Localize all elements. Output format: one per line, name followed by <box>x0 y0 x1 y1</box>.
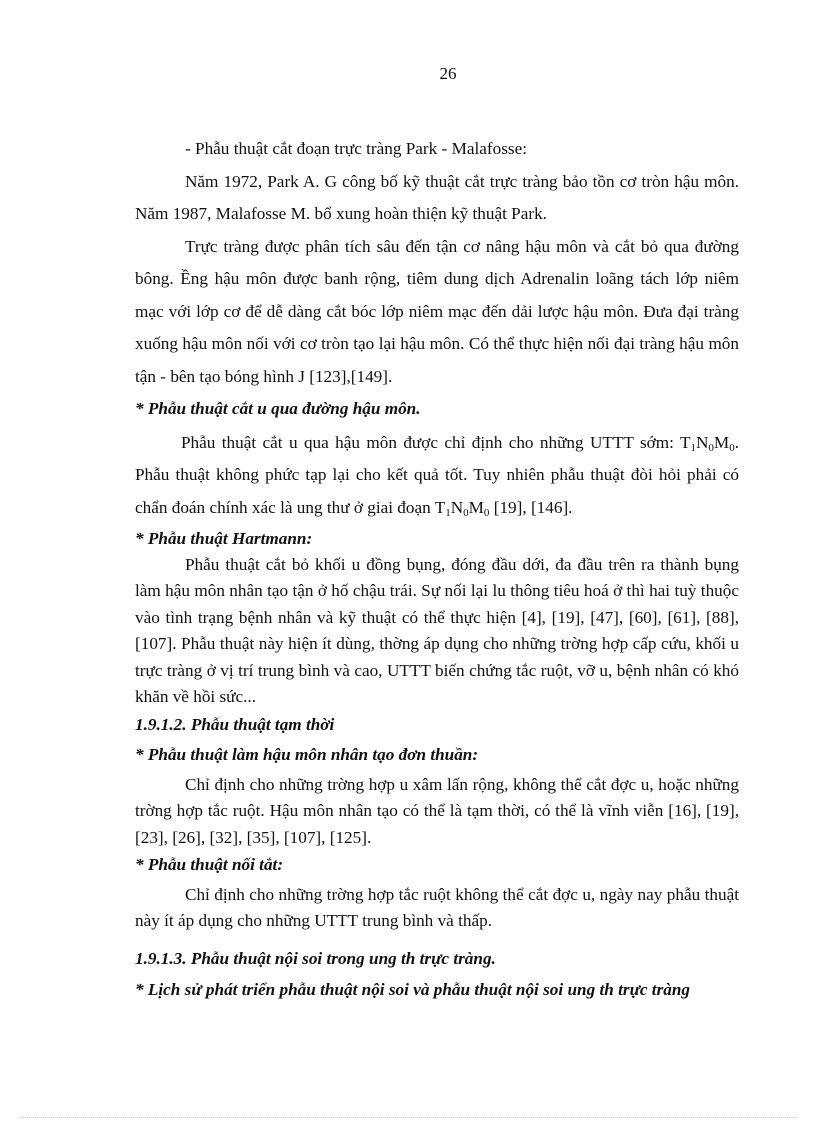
text-segment: . Phẫu thuật không phức tạp lại cho kết quả tốt. Tuy nhiên phẫu thuật đòi hỏi phải có chẩn đoán chính xác là ung thư ở giai đoạn <box>135 432 739 517</box>
subscript: 1 <box>445 506 451 519</box>
paragraph-park-history: Năm 1972, Park A. G công bố kỹ thuật cắt trực tràng bảo tồn cơ tròn hậu môn. Năm 1987, Malafosse M. bổ xung hoàn thiện kỹ thuật Park. <box>135 171 739 223</box>
subscript: 0 <box>483 506 490 519</box>
paragraph-transanal <box>135 427 739 525</box>
text-segment: N <box>695 432 709 452</box>
text-segment: T <box>679 432 691 452</box>
paragraph-hartmann: Phẫu thuật cắt bỏ khối u đồng bụng, đóng đầu dới, đa đầu trên ra thành bụng làm hậu môn nhân tạo tận ở hố chậu trái. Sự nối lại lu thông tiêu hoá ở thì hai tuỳ thuộc vào tình trạng bệnh nhân và kỹ thuật có thể thực hiện [4], [19], [47], [60], [61], [88], [107]. Phẫu thuật này hiện ít dùng, thờng áp dụng cho những trờng hợp cấp cứu, khối u trực tràng ở vị trí trung bình và cao, UTTT biến chứng tắc ruột, vỡ u, bệnh nhân có khó khăn về hồi sức... <box>135 554 739 706</box>
paragraph-park-title: - Phẫu thuật cắt đoạn trực tràng Park - Malafosse: <box>185 139 527 158</box>
subscript: 1 <box>690 441 696 454</box>
page-content <box>135 133 739 1007</box>
paragraph-bypass: Chỉ định cho những trờng hợp tắc ruột không thể cắt đợc u, ngày nay phẫu thuật này ít áp dụng cho những UTTT trung bình và thấp. <box>135 884 739 930</box>
subscript: 0 <box>729 441 735 454</box>
paragraph-colostomy: Chỉ định cho những trờng hợp u xâm lấn rộng, không thể cắt đợc u, hoặc những trờng hợp tắc ruột. Hậu môn nhân tạo có thể là tạm thời, có thể là vĩnh viễn [16], [19], [23], [26], [32], [35], [107], [125]. <box>135 774 739 847</box>
footer-divider <box>20 1117 796 1118</box>
subscript: 0 <box>708 441 714 454</box>
heading-laparoscopic: 1.9.1.3. Phẫu thuật nội soi trong ung th trực tràng. <box>135 948 496 968</box>
subscript: 0 <box>463 506 469 519</box>
paragraph-park-technique: Trực tràng được phân tích sâu đến tận cơ nâng hậu môn và cắt bỏ qua đường bông. Ềng hậu môn được banh rộng, tiêm dung dịch Adrenalin loãng tách lớp niêm mạc với lớp cơ để dễ dàng cắt bóc lớp niêm mạc đến dải lược hậu môn. Đưa đại tràng xuống hậu môn nối với cơ tròn tạo lại hậu môn. Có thể thực hiện nối đại tràng hậu môn tận - bên tạo bóng hình J [123],[149]. <box>135 236 739 386</box>
heading-laparoscopic-history: * Lịch sử phát triển phẫu thuật nội soi và phẫu thuật nội soi ung th trực tràng <box>135 980 691 999</box>
heading-temporary-surgery: 1.9.1.2. Phẫu thuật tạm thời <box>135 714 335 734</box>
text-segment: Phẫu thuật cắt u qua hậu môn được chỉ định cho những UTTT sớm: <box>181 432 680 452</box>
text-segment: M <box>468 497 484 517</box>
text-segment: T <box>434 497 446 517</box>
heading-hartmann: * Phẫu thuật Hartmann: <box>135 529 313 548</box>
heading-bypass: * Phẫu thuật nối tắt: <box>135 855 284 874</box>
text-segment: [19], [146]. <box>489 497 573 517</box>
heading-colostomy: * Phẫu thuật làm hậu môn nhân tạo đơn thuần: <box>135 745 479 764</box>
page-number: 26 <box>439 64 457 83</box>
heading-transanal: * Phẫu thuật cắt u qua đường hậu môn. <box>135 399 421 418</box>
text-segment: M <box>713 432 730 452</box>
text-segment: N <box>450 497 464 517</box>
